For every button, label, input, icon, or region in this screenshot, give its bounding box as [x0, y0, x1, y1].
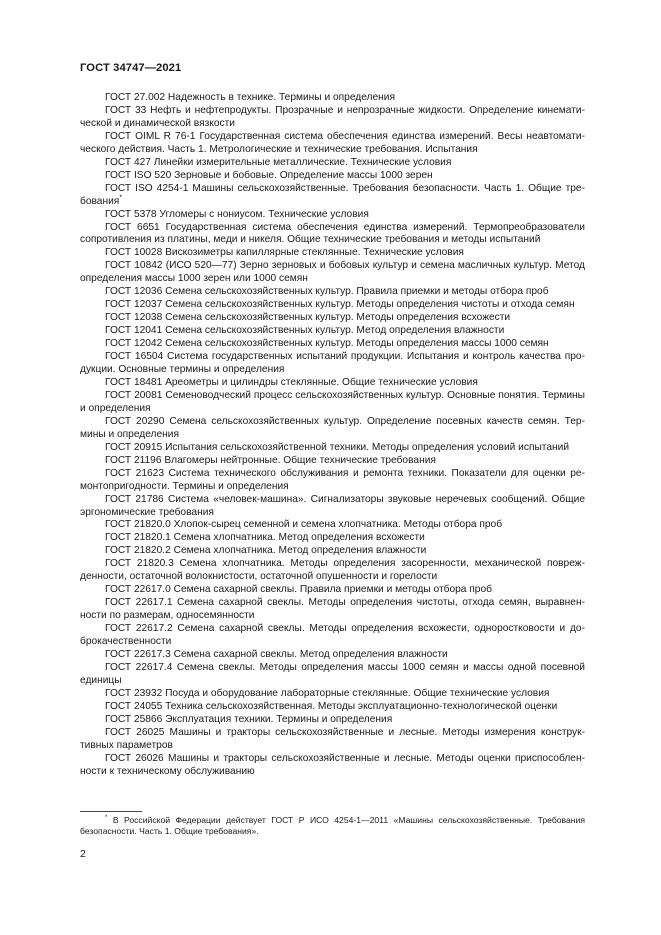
page-number: 2	[80, 848, 86, 860]
reference-item: ГОСТ 12037 Семена сельскохозяйственных культур. Методы определения чистоты и отхода семян	[105, 299, 575, 311]
reference-item: ГОСТ 26026 Машины и тракторы сельскохозяйственные и лесные. Методы оценки приспособленности к техническому обслуживанию	[80, 752, 585, 777]
reference-item: ГОСТ 20290 Семена сельскохозяйственных культур. Определение посевных качеств семян. Термины и определения	[80, 415, 585, 440]
reference-item: ГОСТ 22617.4 Семена свеклы. Методы определения массы 1000 семян и массы одной посевной единицы	[80, 661, 585, 686]
reference-item: ГОСТ 10842 (ИСО 520—77) Зерно зерновых и бобовых культур и семена масличных культур. Метод определения массы 1000 зерен или 1000 семян	[80, 260, 585, 285]
reference-item: ГОСТ 26025 Машины и тракторы сельскохозяйственные и лесные. Методы измерения конструктивных параметров	[80, 726, 585, 751]
reference-item: ГОСТ 22617.0 Семена сахарной свеклы. Правила приемки и методы отбора проб	[105, 584, 492, 596]
reference-item: ГОСТ 25866 Эксплуатация техники. Термины и определения	[105, 713, 393, 725]
reference-item: ГОСТ 12036 Семена сельскохозяйственных культур. Правила приемки и методы отбора проб	[105, 286, 549, 298]
reference-text: ГОСТ ISO 4254-1 Машины сельскохозяйственные. Требования безопасности. Часть 1. Общие требования	[80, 182, 585, 207]
reference-item: ГОСТ 10028 Вискозиметры капиллярные стеклянные. Технические условия	[105, 247, 464, 259]
reference-item: ГОСТ OIML R 76-1 Государственная система обеспечения единства измерений. Весы неавтоматического действия. Часть 1. Метрологические и технические требования. Испытания	[80, 130, 585, 155]
reference-item: ГОСТ 21820.2 Семена хлопчатника. Метод определения влажности	[105, 545, 427, 557]
document-code-header: ГОСТ 34747—2021	[80, 62, 182, 74]
reference-item: ГОСТ 21820.0 Хлопок-сырец семенной и семена хлопчатника. Методы отбора проб	[105, 519, 503, 531]
reference-item: ГОСТ 33 Нефть и нефтепродукты. Прозрачные и непрозрачные жидкости. Определение кинематической и динамической вязкости	[80, 104, 585, 129]
reference-item-with-footnote	[80, 183, 585, 209]
reference-item: ГОСТ 20915 Испытания сельскохозяйственной техники. Методы определения условий испытаний	[105, 441, 570, 453]
reference-item: ГОСТ 21196 Влагомеры нейтронные. Общие технические требования	[105, 454, 436, 466]
reference-item: ГОСТ 22617.1 Семена сахарной свеклы. Методы определения чистоты, отхода семян, выравненности по размерам, односемянности	[80, 597, 585, 622]
footnote-text: В Российской Федерации действует ГОСТ Р ИСО 4254-1—2011 «Машины сельскохозяйственные. Требования безопасности. Часть 1. Общие требования».	[80, 815, 586, 837]
reference-item: ГОСТ 5378 Угломеры с нониусом. Технические условия	[105, 208, 369, 220]
reference-item: ГОСТ 21820.3 Семена хлопчатника. Методы определения засоренности, механической поврежденности, остаточной волокнистости, остаточной опушенности и горелости	[80, 558, 585, 583]
reference-item: ГОСТ 18481 Ареометры и цилиндры стеклянные. Общие технические условия	[105, 376, 478, 388]
footnote	[80, 815, 585, 837]
footnote-marker: *	[105, 815, 108, 822]
normative-references-list	[80, 92, 585, 779]
reference-item: ГОСТ 24055 Техника сельскохозяйственная. Методы эксплуатационно-технологической оценки	[105, 700, 558, 712]
reference-item: ГОСТ 6651 Государственная система обеспечения единства измерений. Термопреобразователи сопротивления из платины, меди и никеля. Общие технические требования и методы испытаний	[80, 221, 585, 246]
reference-item: ГОСТ 23932 Посуда и оборудование лабораторные стеклянные. Общие технические условия	[105, 687, 550, 699]
reference-item: ГОСТ 22617.2 Семена сахарной свеклы. Методы определения всхожести, одноростковости и доброкачественности	[80, 623, 585, 648]
reference-item: ГОСТ 12042 Семена сельскохозяйственных культур. Методы определения массы 1000 семян	[105, 338, 549, 350]
reference-item: ГОСТ 12041 Семена сельскохозяйственных культур. Метод определения влажности	[105, 325, 505, 337]
reference-item: ГОСТ 16504 Система государственных испытаний продукции. Испытания и контроль качества продукции. Основные термины и определения	[80, 351, 585, 376]
reference-item: ГОСТ 12038 Семена сельскохозяйственных культур. Методы определения всхожести	[105, 312, 511, 324]
reference-item: ГОСТ 21786 Система «человек-машина». Сигнализаторы звуковые неречевых сообщений. Общие эргономические требования	[80, 493, 585, 518]
reference-item: ГОСТ 27.002 Надежность в технике. Термины и определения	[105, 92, 395, 103]
footnote-divider	[80, 811, 142, 812]
reference-item: ГОСТ 20081 Семеноводческий процесс сельскохозяйственных культур. Основные понятия. Термины и определения	[80, 389, 585, 414]
reference-item: ГОСТ 427 Линейки измерительные металлические. Технические условия	[105, 156, 452, 168]
reference-item: ГОСТ 21820.1 Семена хлопчатника. Метод определения всхожести	[105, 532, 425, 544]
reference-item: ГОСТ ISO 520 Зерновые и бобовые. Определение массы 1000 зерен	[105, 169, 433, 181]
reference-item: ГОСТ 22617.3 Семена сахарной свеклы. Метод определения влажности	[105, 648, 448, 660]
reference-item: ГОСТ 21623 Система технического обслуживания и ремонта техники. Показатели для оценки ремонтопригодности. Термины и определения	[80, 467, 585, 492]
footnote-marker: *	[119, 194, 123, 202]
